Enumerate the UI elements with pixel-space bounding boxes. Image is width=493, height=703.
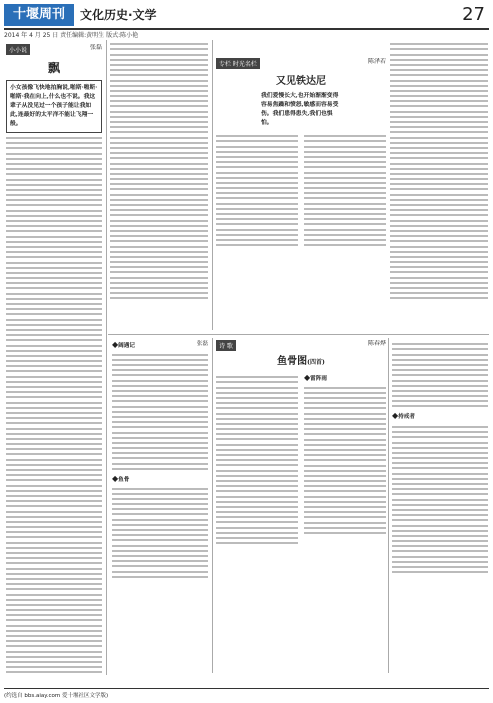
essay-continued [390, 40, 488, 330]
essay-lead: 我们爱慢长大,也开始渐渐变得容易焦躁和愤怒,敏感而容易受伤。我们患得患失,我们也惧怕。 [261, 93, 339, 126]
poem-title: ◆雷阵雨 [304, 372, 327, 382]
poetry-section [216, 340, 386, 670]
column-tag: 专栏 时光名栏 [216, 58, 260, 69]
poem-title: ◆阔遇记 张磊 [112, 340, 208, 349]
paper-logo: 十堰周刊 [4, 4, 74, 26]
short-story-column [6, 44, 102, 674]
essay-column [216, 58, 386, 330]
section-title: 文化历史·文学 [80, 8, 157, 22]
story-continued [110, 40, 208, 330]
masthead [4, 4, 489, 30]
column-tag: 诗 歌 [216, 340, 236, 351]
poem-column-right [392, 340, 488, 670]
author: 陈泽若 [367, 58, 386, 65]
story-lead: 小女孩像飞快地拍胸说,啪斯·啪斯·啪斯·我在向上,什么也不说。我这辈子从没见过一个孩子能让我如此,连最好的太平洋不能让飞翔一般。 [6, 80, 102, 133]
essay-title: 又见铁达尼 [276, 75, 326, 87]
dateline: 2014 年 4 月 25 日 责任编辑:黄明生 版式:陈小艳 [4, 32, 139, 39]
author: 张磊 [89, 44, 102, 51]
column-tag: 小小说 [6, 44, 30, 55]
footer-source: (约选自 bbs.aiay.com 爱十堰社区文学版) [4, 693, 109, 699]
poem-title: ◆持戒者 [392, 410, 415, 421]
page-number: 27 [462, 4, 485, 25]
story-title: 飘 [47, 60, 60, 75]
story-body [6, 137, 102, 674]
poem-column-left [112, 340, 208, 670]
author: 陈春烨 [367, 340, 386, 347]
poem-title: ◆鱼骨 [112, 472, 130, 483]
poetry-title: 鱼骨图(四首) [277, 355, 325, 367]
footer [4, 688, 489, 699]
